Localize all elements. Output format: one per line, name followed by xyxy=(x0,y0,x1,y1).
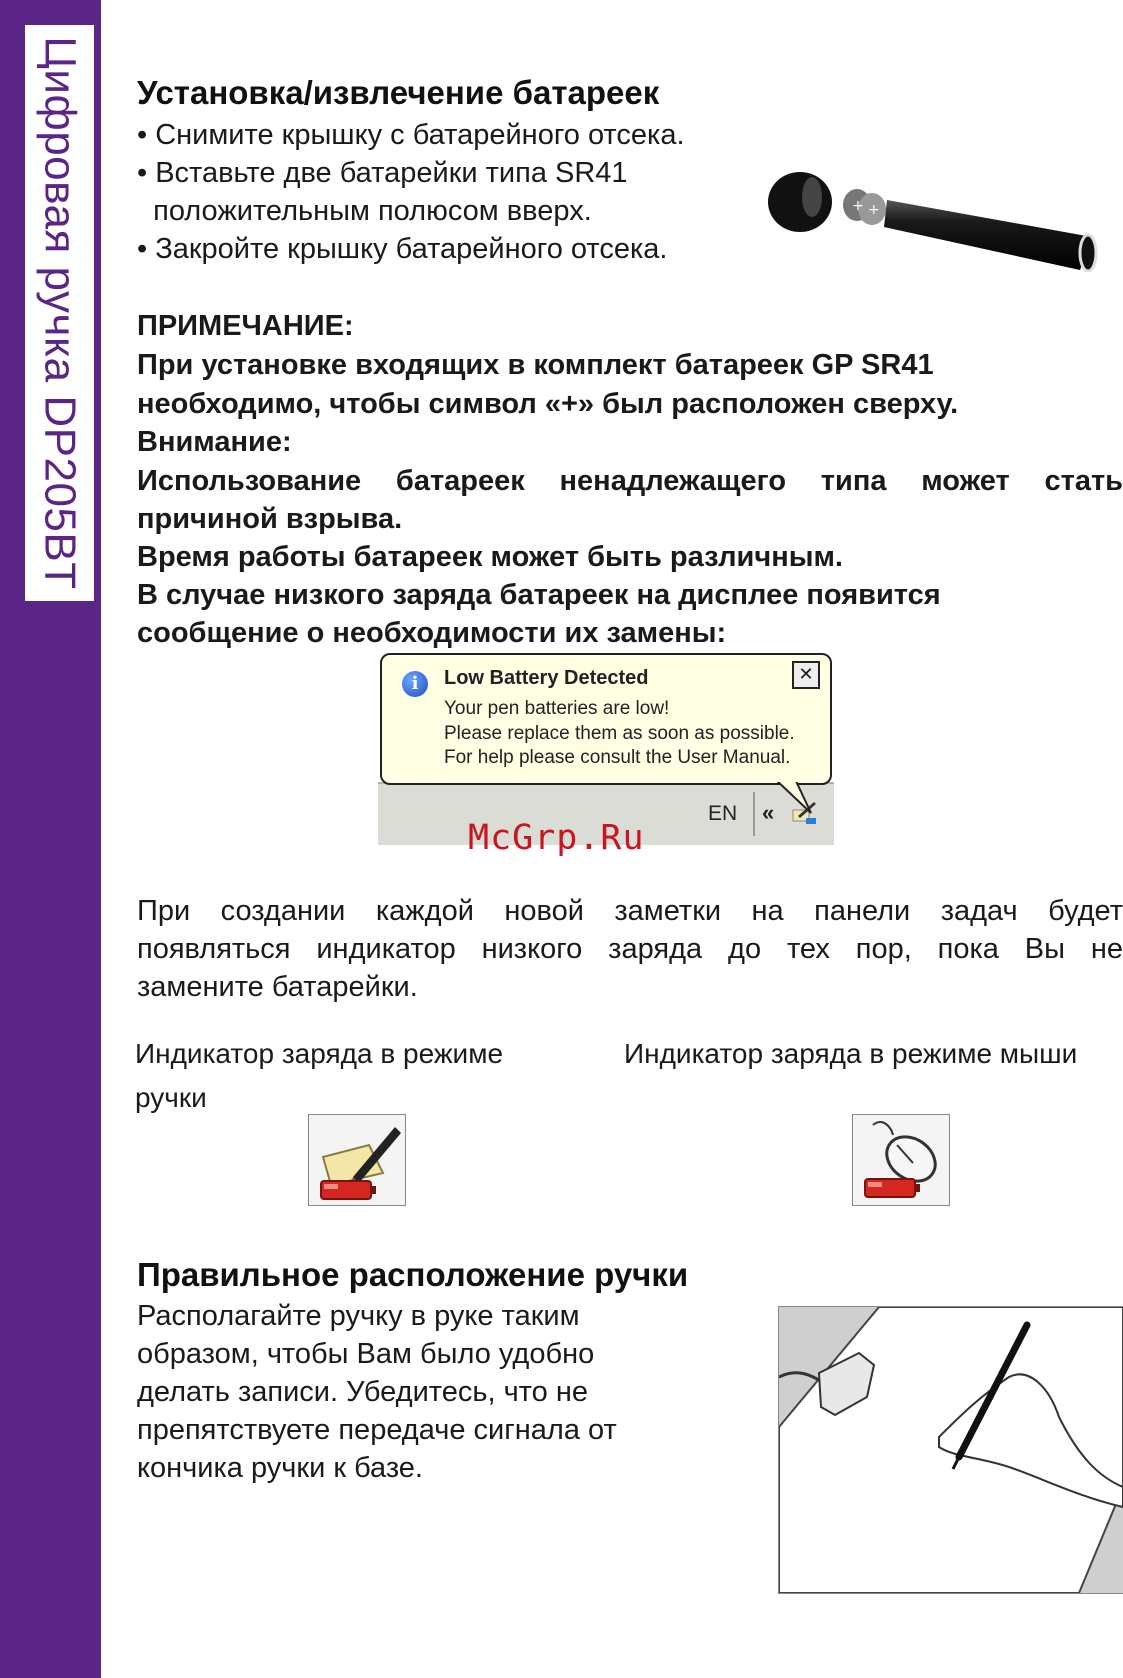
info-line-2: появляться индикатор низкого заряда до тех пор, пока Вы не xyxy=(137,933,1123,965)
balloon-tooltip xyxy=(380,653,832,785)
attention-heading: Внимание: xyxy=(137,426,292,458)
pen-battery-illustration xyxy=(762,165,1107,285)
sidebar xyxy=(0,0,101,1678)
position-line-2: образом, чтобы Вам было удобно xyxy=(137,1338,595,1370)
note-line-1: При установке входящих в комплект батареек GP SR41 xyxy=(137,349,934,381)
info-line-1: При создании каждой новой заметки на панели задач будет xyxy=(137,895,1123,927)
position-line-5: кончика ручки к базе. xyxy=(137,1452,423,1484)
info-line-3: замените батарейки. xyxy=(137,971,418,1003)
tray-expand-chevron[interactable]: « xyxy=(762,800,775,825)
battery-step-2b: положительным полюсом вверх. xyxy=(137,195,592,227)
balloon-line-3: For help please consult the User Manual. xyxy=(444,747,791,768)
position-section xyxy=(137,1256,688,1294)
note-line-3: Использование батареек ненадлежащего типа может стать xyxy=(137,465,1123,497)
balloon-title: Low Battery Detected xyxy=(444,667,649,689)
battery-step-1: • Снимите крышку с батарейного отсека. xyxy=(137,119,685,151)
pen-low-battery-icon xyxy=(308,1114,406,1206)
sidebar-title: Цифровая ручка DP205BT xyxy=(35,36,85,590)
sidebar-title-box xyxy=(25,25,94,601)
position-line-4: препятствуете передаче сигнала от xyxy=(137,1414,617,1446)
language-indicator[interactable]: EN xyxy=(708,802,738,825)
balloon-tail xyxy=(773,779,813,815)
close-icon[interactable]: ✕ xyxy=(792,661,820,689)
tray-separator xyxy=(753,792,755,836)
mouse-low-battery-icon xyxy=(852,1114,950,1206)
note-line-2: необходимо, чтобы символ «+» был расположен сверху. xyxy=(137,388,959,420)
position-line-1: Располагайте ручку в руке таким xyxy=(137,1300,580,1332)
position-line-3: делать записи. Убедитесь, что не xyxy=(137,1376,588,1408)
battery-step-2: • Вставьте две батарейки типа SR41 xyxy=(137,157,628,189)
mouse-indicator-label: Индикатор заряда в режиме мыши xyxy=(624,1038,1078,1069)
svg-text:+: + xyxy=(852,198,864,214)
balloon-line-1: Your pen batteries are low! xyxy=(444,698,670,719)
info-icon: i xyxy=(402,671,428,697)
battery-step-3: • Закройте крышку батарейного отсека. xyxy=(137,233,668,265)
position-heading: Правильное расположение ручки xyxy=(137,1256,689,1293)
balloon-line-2: Please replace them as soon as possible. xyxy=(444,722,795,744)
balloon-message xyxy=(444,697,795,771)
pen-indicator-label: Индикатор заряда в режиме xyxy=(135,1038,504,1069)
pen-holding-illustration xyxy=(778,1306,1123,1594)
svg-text:+: + xyxy=(868,202,880,218)
note-line-6: В случае низкого заряда батареек на дисплее появится xyxy=(137,579,941,611)
note-heading: ПРИМЕЧАНИЕ: xyxy=(137,310,354,342)
battery-section xyxy=(137,74,659,112)
note-line-7: сообщение о необходимости их замены: xyxy=(137,617,727,649)
note-line-4: причиной взрыва. xyxy=(137,503,403,535)
watermark: McGrp.Ru xyxy=(468,818,645,858)
note-line-5: Время работы батареек может быть различным. xyxy=(137,541,843,573)
pen-indicator-label-2: ручки xyxy=(135,1082,207,1113)
battery-heading: Установка/извлечение батареек xyxy=(137,74,660,111)
low-battery-notification xyxy=(378,651,834,843)
